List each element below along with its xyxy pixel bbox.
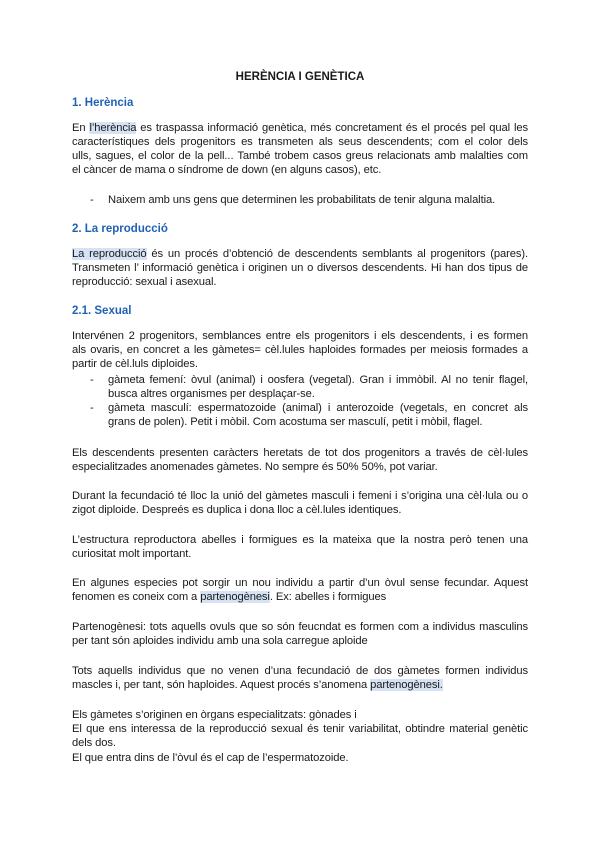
paragraph-line: zigot diploide. Despreés es duplica i dona lloc a cèl.lules identiques. bbox=[72, 504, 402, 516]
paragraph-line: La reproducció és un procés d’obtenció de descendents semblants al progenitors (pares). bbox=[72, 248, 529, 260]
bullet-item: gàmeta masculí: espermatozoide (animal) i anterozoide (vegetals, en concret als bbox=[108, 402, 528, 414]
paragraph-line: el càncer de mama o síndrome de down (en alguns casos), etc. bbox=[72, 164, 382, 176]
page-title: HERÈNCIA I GENÈTICA bbox=[235, 71, 365, 83]
bullet-dash: - bbox=[90, 194, 94, 206]
paragraph-line: El que ens interessa de la reproducció sexual és tenir variabilitat, obtindre material genètic bbox=[72, 723, 528, 735]
bullet-item: grans de polen). Petit i mòbil. Com acostuma ser masculí, petit i mòbil, flagel. bbox=[108, 416, 483, 428]
paragraph-line: dels dos. bbox=[72, 737, 116, 749]
heading-reproduccio: 2. La reproducció bbox=[72, 223, 168, 235]
paragraph-line: curiositat molt important. bbox=[72, 548, 192, 560]
highlight: partenogènesi. bbox=[370, 679, 443, 691]
highlight: l’herència bbox=[89, 122, 137, 134]
paragraph-line: Durant la fecundació té lloc la unió del gàmetes masculi i femeni i s’origina una cèl·lula ou o bbox=[72, 490, 528, 502]
bullet-dash: - bbox=[90, 374, 94, 386]
bullet-dash: - bbox=[90, 402, 94, 414]
paragraph-line: mascles i, per tant, són haploides. Aquest procés s’anomena partenogènesi. bbox=[72, 679, 443, 691]
paragraph-line: Intervénen 2 progenitors, semblances entre els progenitors i els descendents, i es formen bbox=[72, 330, 528, 342]
paragraph-line: reproducció: sexual i asexual. bbox=[72, 276, 217, 288]
paragraph-line: partir de cèl.luls diploides. bbox=[72, 358, 198, 370]
highlight: partenogènesi bbox=[200, 591, 270, 603]
paragraph-line: Els descendents presenten caràcters heretats de tot dos progenitors a través de cèl·lules bbox=[72, 447, 528, 459]
bullet-item: busca altres organismes per desplaçar-se. bbox=[108, 388, 315, 400]
paragraph-line: Tots aquells individus que no venen d’una fecundació de dos gàmetes formen individus bbox=[72, 665, 528, 677]
paragraph-line: Partenogènesi: tots aquells ovuls que so són feucndat es formen com a individus masculins bbox=[72, 621, 528, 633]
highlight: La reproducció bbox=[72, 248, 147, 260]
paragraph-line: El que entra dins de l’òvul és el cap de l’espermatozoide. bbox=[72, 752, 349, 764]
bullet-item: Naixem amb uns gens que determinen les probabilitats de tenir alguna malaltia. bbox=[108, 194, 496, 206]
paragraph-line: fenomen es coneix com a partenogènesi. Ex: abelles i formigues bbox=[72, 591, 387, 603]
paragraph-line: ulls, sagues, el color de la pell... També trobem casos greus relacionats amb malalties com bbox=[72, 150, 528, 162]
paragraph-line: per tant són aploides individu amb una sola carregue aploide bbox=[72, 635, 368, 647]
paragraph-line: L’estructura reproductora abelles i formigues es la mateixa que la nostra però tenen una bbox=[72, 534, 528, 546]
paragraph-line: En l’herència es traspassa informació genètica, més concretament és el procés pel qual les bbox=[72, 122, 528, 134]
heading-sexual: 2.1. Sexual bbox=[72, 305, 132, 317]
bullet-item: gàmeta femení: òvul (animal) i oosfera (vegetal). Gran i immòbil. Al no tenir flagel, bbox=[108, 374, 528, 386]
paragraph-line: Els gàmetes s’originen en òrgans especialitzats: gònades i bbox=[72, 709, 357, 721]
heading-herencia: 1. Herència bbox=[72, 97, 134, 109]
paragraph-line: especialitzades anomenades gàmetes. No sempre és 50% 50%, pot variar. bbox=[72, 461, 438, 473]
paragraph-line: característiques dels progenitors es transmeten als seus descendents; com el color dels bbox=[72, 136, 528, 148]
paragraph-line: als ovaris, en concret a les gàmetes= cèl.lules haploides formades per meiosis formades a bbox=[72, 344, 528, 356]
paragraph-line: Transmeten l’ informació genètica i originen un o diversos descendents. Hi han dos tipus de bbox=[72, 262, 528, 274]
paragraph-line: En algunes especies pot sorgir un nou individu a partir d’un òvul sense fecundar. Aquest bbox=[72, 577, 528, 589]
